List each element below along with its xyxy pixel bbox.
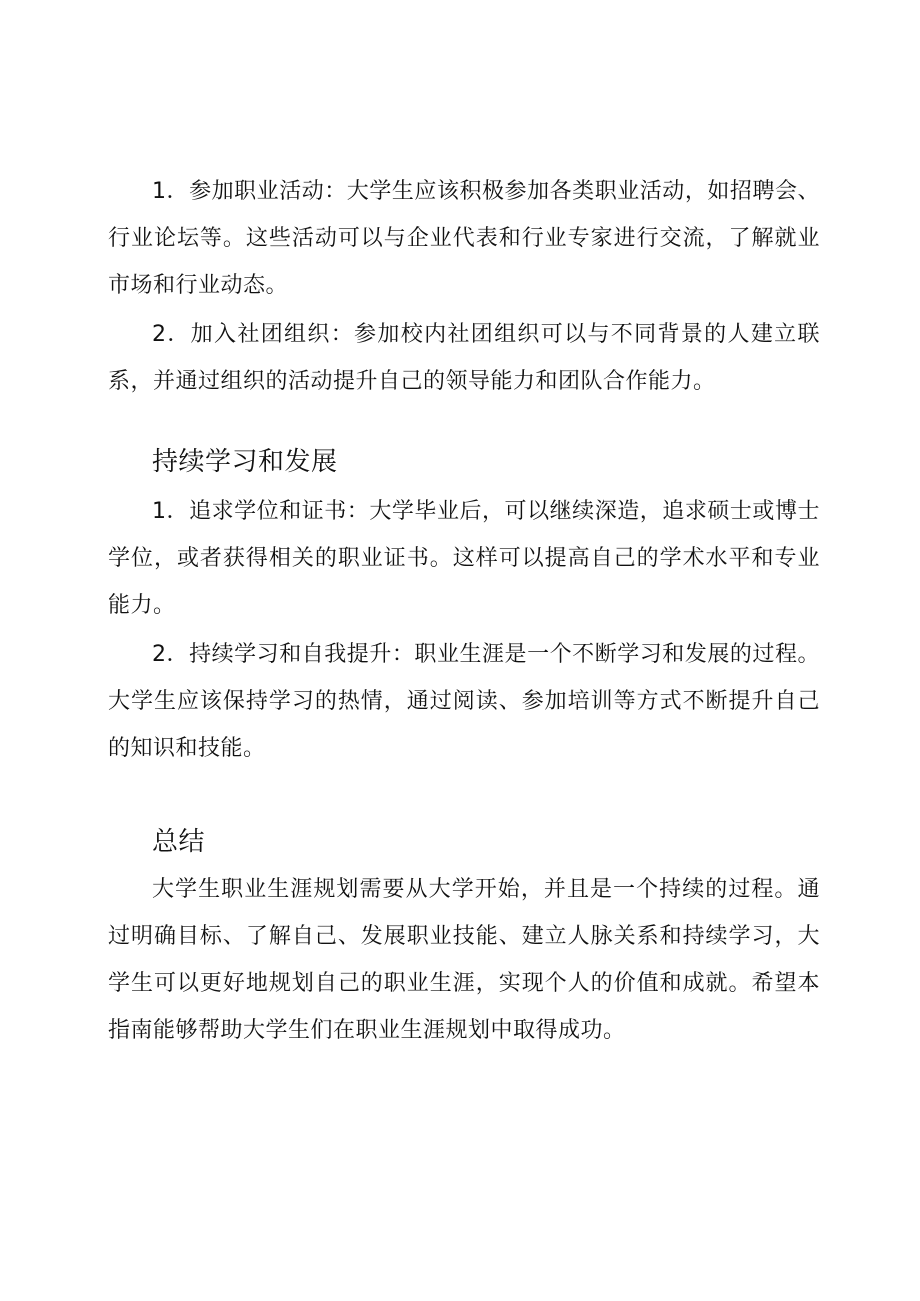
paragraph-summary: 大学生职业生涯规划需要从大学开始，并且是一个持续的过程。通过明确目标、了解自己、发展职业技能、建立人脉关系和持续学习，大学生可以更好地规划自己的职业生涯，实现个人的价值和成就。希望本指南能够帮助大学生们在职业生涯规划中取得成功。 (108, 877, 820, 1043)
paragraph-pursue-degrees: 1．追求学位和证书：大学毕业后，可以继续深造，追求硕士或博士学位，或者获得相关的职业证书。这样可以提高自己的学术水平和专业能力。 (108, 499, 820, 618)
paragraph-join-student-clubs: 2．加入社团组织：参加校内社团组织可以与不同背景的人建立联系，并通过组织的活动提升自己的领导能力和团队合作能力。 (108, 322, 820, 394)
paragraph-join-career-activities: 1．参加职业活动：大学生应该积极参加各类职业活动，如招聘会、行业论坛等。这些活动可以与企业代表和行业专家进行交流，了解就业市场和行业动态。 (108, 179, 820, 298)
section-heading-summary: 总结 (152, 827, 206, 857)
paragraph-continuous-learning: 2．持续学习和自我提升：职业生涯是一个不断学习和发展的过程。大学生应该保持学习的热情，通过阅读、参加培训等方式不断提升自己的知识和技能。 (108, 642, 820, 761)
document-page (108, 168, 820, 1054)
section-heading-lifelong-learning: 持续学习和发展 (152, 447, 338, 477)
